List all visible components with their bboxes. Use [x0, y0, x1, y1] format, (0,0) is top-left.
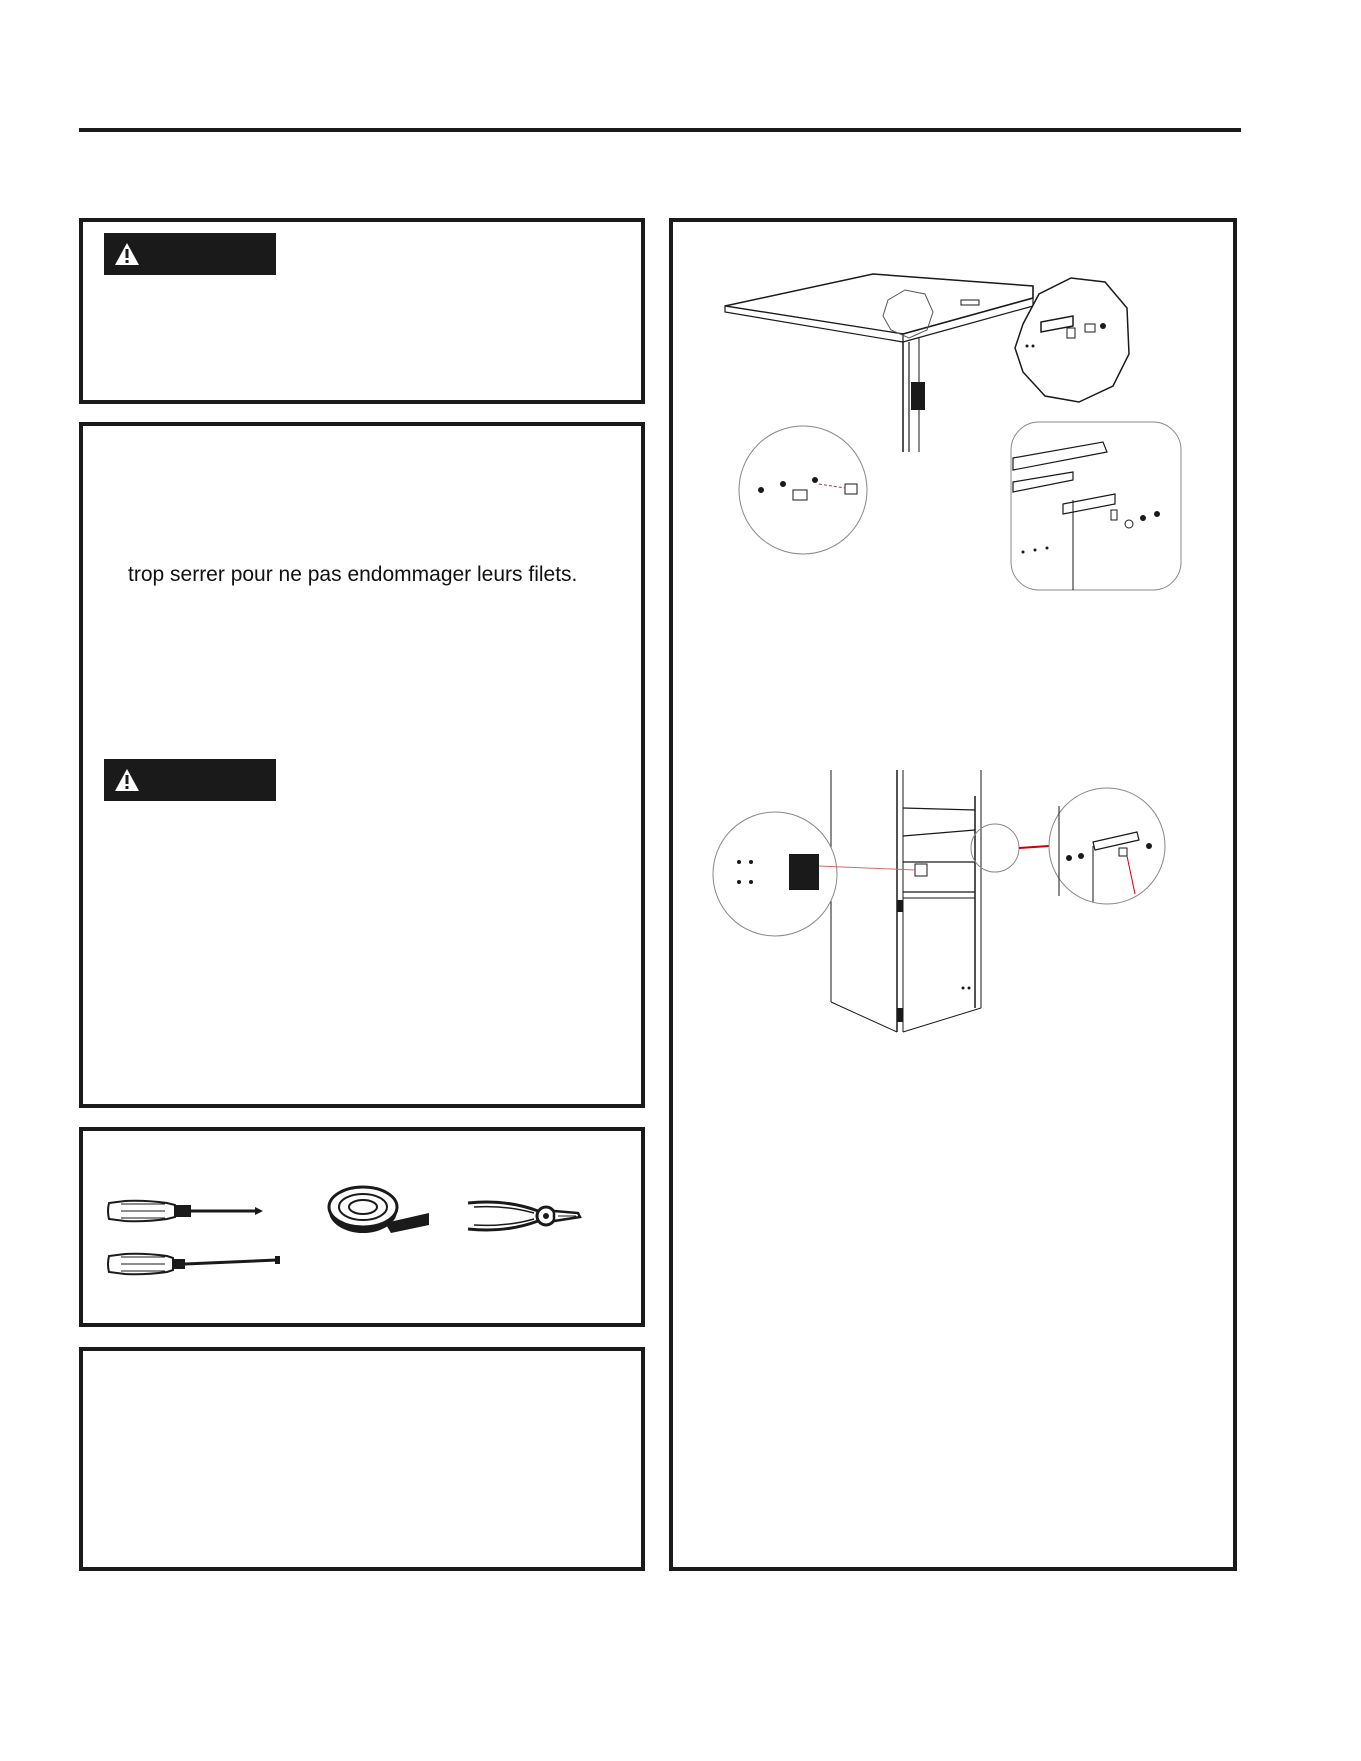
tape-roll-icon — [325, 1179, 435, 1239]
instructions-box — [79, 422, 645, 1108]
warning-icon — [114, 767, 140, 793]
tools-box — [79, 1127, 645, 1327]
pliers-icon — [466, 1191, 586, 1241]
phillips-screwdriver-icon — [105, 1191, 265, 1231]
diagram-panel — [669, 218, 1237, 1571]
warning-box — [79, 218, 645, 404]
lower-hinge-diagram — [709, 766, 1189, 1056]
warning-badge — [104, 233, 276, 275]
flat-screwdriver-icon — [105, 1246, 285, 1282]
header-rule — [79, 128, 1241, 132]
warning-badge — [104, 759, 276, 801]
instruction-line: trop serrer pour ne pas endommager leurs filets. — [128, 563, 578, 586]
warning-icon — [114, 241, 140, 267]
notes-box — [79, 1347, 645, 1571]
top-hinge-diagram — [723, 272, 1193, 602]
